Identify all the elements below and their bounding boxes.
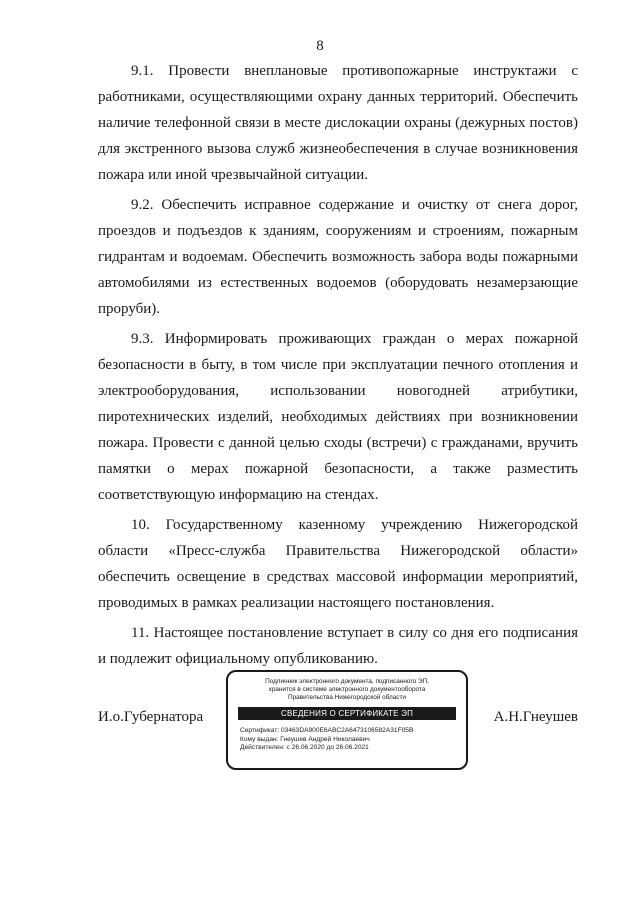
stamp-issued-to: Кому выдан: Гнеушев Андрей Николаевич bbox=[240, 735, 370, 743]
stamp-header-line: Подлинник электронного документа, подписанного ЭП, bbox=[265, 678, 429, 685]
stamp-certificate-bar: СВЕДЕНИЯ О СЕРТИФИКАТЕ ЭП bbox=[238, 707, 456, 720]
stamp-certificate-id: Сертификат: 03463DA900E6ABC2A6473106582A31F05B bbox=[240, 727, 414, 734]
stamp-details bbox=[240, 727, 466, 753]
paragraph-11: 11. Настоящее постановление вступает в силу со дня его подписания и подлежит официальному опубликованию. bbox=[98, 625, 578, 667]
paragraph-9-2: 9.2. Обеспечить исправное содержание и очистку от снега дорог, проездов и подъездов к зданиям, сооружениям и строениям, пожарным гидрантам и водоемам. Обеспечить возможность забора воды пожарными автомобилями из естественных водоемов (оборудовать незамерзающие проруби). bbox=[98, 197, 578, 317]
document-body bbox=[98, 58, 578, 676]
signatory-title: И.о.Губернатора bbox=[98, 709, 204, 725]
paragraph-9-1: 9.1. Провести внеплановые противопожарные инструктажи с работниками, осуществляющими охрану данных территорий. Обеспечить наличие телефонной связи в месте дислокации охраны (дежурных постов) для экстренного вызова служб жизнеобеспечения в случае возникновения пожара или иной чрезвычайной ситуации. bbox=[98, 63, 578, 183]
stamp-header-line: Правительства Нижегородской области bbox=[287, 694, 407, 701]
page-number: 8 bbox=[316, 38, 324, 54]
stamp-header bbox=[228, 678, 466, 702]
stamp-validity: Действителен: с 26.06.2020 до 26.06.2021 bbox=[240, 744, 369, 751]
signatory-name: А.Н.Гнеушев bbox=[493, 709, 578, 725]
stamp-header-line: хранится в системе электронного документооборота bbox=[268, 686, 426, 693]
paragraph-9-3: 9.3. Информировать проживающих граждан о мерах пожарной безопасности в быту, в том числе при эксплуатации печного отопления и электрооборудования, использовании новогодней атрибутики, пиротехнических изделий, необходимых действиях при возникновении пожара. Провести с данной целью сходы (встречи) с гражданами, вручить памятки о мерах пожарной безопасности, а также разместить соответствующую информацию на стендах. bbox=[98, 331, 578, 503]
e-signature-stamp bbox=[226, 670, 468, 770]
paragraph-10: 10. Государственному казенному учреждению Нижегородской области «Пресс-служба Правительства Нижегородской области» обеспечить освещение в средствах массовой информации мероприятий, проводимых в рамках реализации настоящего постановления. bbox=[98, 517, 578, 611]
